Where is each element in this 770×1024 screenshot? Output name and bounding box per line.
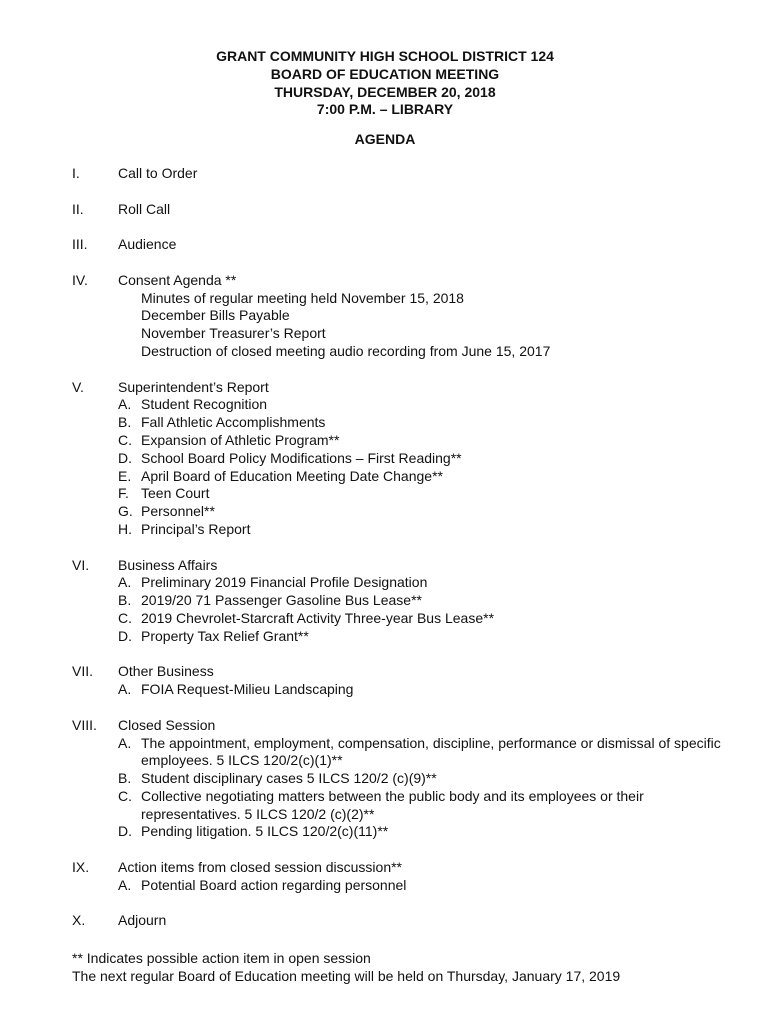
agenda-item-number: VI. — [72, 556, 90, 573]
meeting-time-location: 7:00 P.M. – LIBRARY — [316, 101, 454, 118]
sub-item-text: FOIA Request-Milieu Landscaping — [141, 681, 354, 698]
meeting-name: BOARD OF EDUCATION MEETING — [270, 65, 500, 82]
agenda-item-number: IV. — [72, 271, 88, 288]
document-footer — [72, 950, 732, 986]
agenda-item-title: Superintendent’s Report — [118, 378, 269, 395]
agenda-title: AGENDA — [354, 131, 416, 147]
agenda-item-number: VIII. — [72, 716, 97, 733]
agenda-item-body — [118, 663, 722, 699]
agenda-item-number: X. — [72, 912, 86, 929]
sub-item-text: The appointment, employment, compensation, discipline, performance or dismissal of specific employees. 5 ILCS 120/2(c)(1)** — [141, 734, 721, 769]
agenda-item-number: V. — [72, 378, 84, 395]
agenda-item — [72, 663, 722, 699]
agenda-item — [72, 236, 722, 254]
agenda-item-body — [118, 557, 722, 646]
sub-item-text: Fall Athletic Accomplishments — [141, 414, 326, 431]
agenda-sub-item — [118, 414, 722, 432]
agenda-item-title: Call to Order — [118, 165, 198, 181]
next-meeting-note: The next regular Board of Education meeting will be held on Thursday, January 17, 2019 — [72, 967, 621, 984]
sub-item-text: Potential Board action regarding personnel — [141, 876, 407, 893]
sub-item-text: 2019/20 71 Passenger Gasoline Bus Lease** — [141, 592, 422, 609]
sub-item-letter: A. — [118, 574, 132, 591]
agenda-item-number: II. — [72, 200, 84, 217]
agenda-item-body — [118, 717, 722, 842]
agenda-sub-item — [118, 823, 722, 841]
sub-item-text: Student Recognition — [141, 396, 268, 413]
sub-item-text: Principal’s Report — [141, 520, 251, 537]
agenda-item-title: Consent Agenda ** — [118, 271, 237, 288]
agenda-sub-item — [118, 770, 722, 788]
sub-item-letter: F. — [118, 485, 129, 502]
agenda-item — [72, 165, 722, 183]
sub-item-text: Personnel** — [141, 503, 215, 520]
sub-item-text: Expansion of Athletic Program** — [141, 431, 340, 448]
agenda-sub-item — [118, 503, 722, 521]
agenda-sub-item — [118, 877, 722, 895]
agenda-sub-item — [118, 628, 722, 646]
agenda-sub-item — [118, 735, 722, 771]
sub-item-letter: A. — [118, 396, 132, 413]
sub-item-text: April Board of Education Meeting Date Change** — [141, 467, 443, 484]
agenda-item-title: Roll Call — [118, 200, 171, 217]
sub-item-text: Property Tax Relief Grant** — [141, 627, 309, 644]
sub-item-letter: C. — [118, 787, 132, 804]
agenda-item-number: I. — [72, 165, 80, 181]
sub-item-letter: D. — [118, 823, 132, 840]
consent-agenda-entry: Destruction of closed meeting audio recording from June 15, 2017 — [141, 342, 551, 359]
sub-item-text: Collective negotiating matters between the public body and its employees or their representatives. 5 ILCS 120/2 (c)(2)** — [141, 787, 644, 822]
agenda-item-title: Closed Session — [118, 716, 216, 733]
agenda-item — [72, 272, 722, 361]
meeting-date: THURSDAY, DECEMBER 20, 2018 — [274, 83, 496, 100]
agenda-item-body — [118, 165, 722, 183]
sub-item-letter: B. — [118, 592, 132, 609]
agenda-item — [72, 717, 722, 842]
sub-item-letter: B. — [118, 414, 132, 431]
agenda-item-body — [118, 859, 722, 895]
sub-item-letter: G. — [118, 503, 133, 520]
agenda-item-body — [118, 379, 722, 539]
sub-item-letter: A. — [118, 876, 132, 893]
sub-item-text: Pending litigation. 5 ILCS 120/2(c)(11)** — [141, 823, 389, 840]
agenda-sub-item — [118, 468, 722, 486]
sub-item-letter: A. — [118, 734, 132, 751]
agenda-sub-item — [118, 592, 722, 610]
agenda-item-body — [118, 236, 722, 254]
sub-item-letter: E. — [118, 467, 132, 484]
consent-agenda-entry: Minutes of regular meeting held November 15, 2018 — [141, 289, 464, 306]
agenda-item — [72, 379, 722, 539]
sub-item-letter: C. — [118, 431, 132, 448]
agenda-item-title: Adjourn — [118, 912, 167, 929]
district-name: GRANT COMMUNITY HIGH SCHOOL DISTRICT 124 — [216, 48, 554, 64]
sub-item-letter: D. — [118, 627, 132, 644]
sub-item-letter: C. — [118, 609, 132, 626]
agenda-item — [72, 557, 722, 646]
agenda-item-body — [118, 272, 722, 361]
sub-item-letter: H. — [118, 520, 132, 537]
sub-item-text: Student disciplinary cases 5 ILCS 120/2 (c)(9)** — [141, 770, 437, 787]
agenda-sub-item — [118, 574, 722, 592]
agenda-item-number: IX. — [72, 859, 90, 876]
agenda-item-title: Action items from closed session discussion** — [118, 859, 403, 876]
agenda-sub-item — [118, 485, 722, 503]
agenda-item-title: Other Business — [118, 663, 214, 680]
agenda-sub-item — [118, 610, 722, 628]
sub-item-text: Teen Court — [141, 485, 210, 502]
agenda-item — [72, 201, 722, 219]
agenda-item-number: VII. — [72, 663, 94, 680]
sub-item-letter: B. — [118, 770, 132, 787]
sub-item-text: School Board Policy Modifications – First Reading** — [141, 449, 462, 466]
sub-item-text: 2019 Chevrolet-Starcraft Activity Three-year Bus Lease** — [141, 609, 495, 626]
document-header — [0, 48, 770, 119]
action-item-note: ** Indicates possible action item in open session — [72, 950, 371, 966]
agenda-item-title: Business Affairs — [118, 556, 218, 573]
agenda-sub-item — [118, 521, 722, 539]
agenda-items — [72, 165, 722, 948]
agenda-item-number: III. — [72, 236, 88, 253]
agenda-item-body — [118, 912, 722, 930]
consent-agenda-entry: November Treasurer’s Report — [141, 325, 326, 342]
agenda-item — [72, 912, 722, 930]
agenda-sub-item — [118, 788, 722, 824]
agenda-sub-item — [118, 396, 722, 414]
agenda-sub-item — [118, 681, 722, 699]
sub-item-letter: D. — [118, 449, 132, 466]
sub-item-letter: A. — [118, 681, 132, 698]
agenda-item-body — [118, 201, 722, 219]
agenda-sub-item — [118, 450, 722, 468]
agenda-item — [72, 859, 722, 895]
agenda-item-title: Audience — [118, 236, 177, 253]
consent-agenda-entry: December Bills Payable — [141, 307, 290, 324]
sub-item-text: Preliminary 2019 Financial Profile Designation — [141, 574, 428, 591]
agenda-sub-item — [118, 432, 722, 450]
